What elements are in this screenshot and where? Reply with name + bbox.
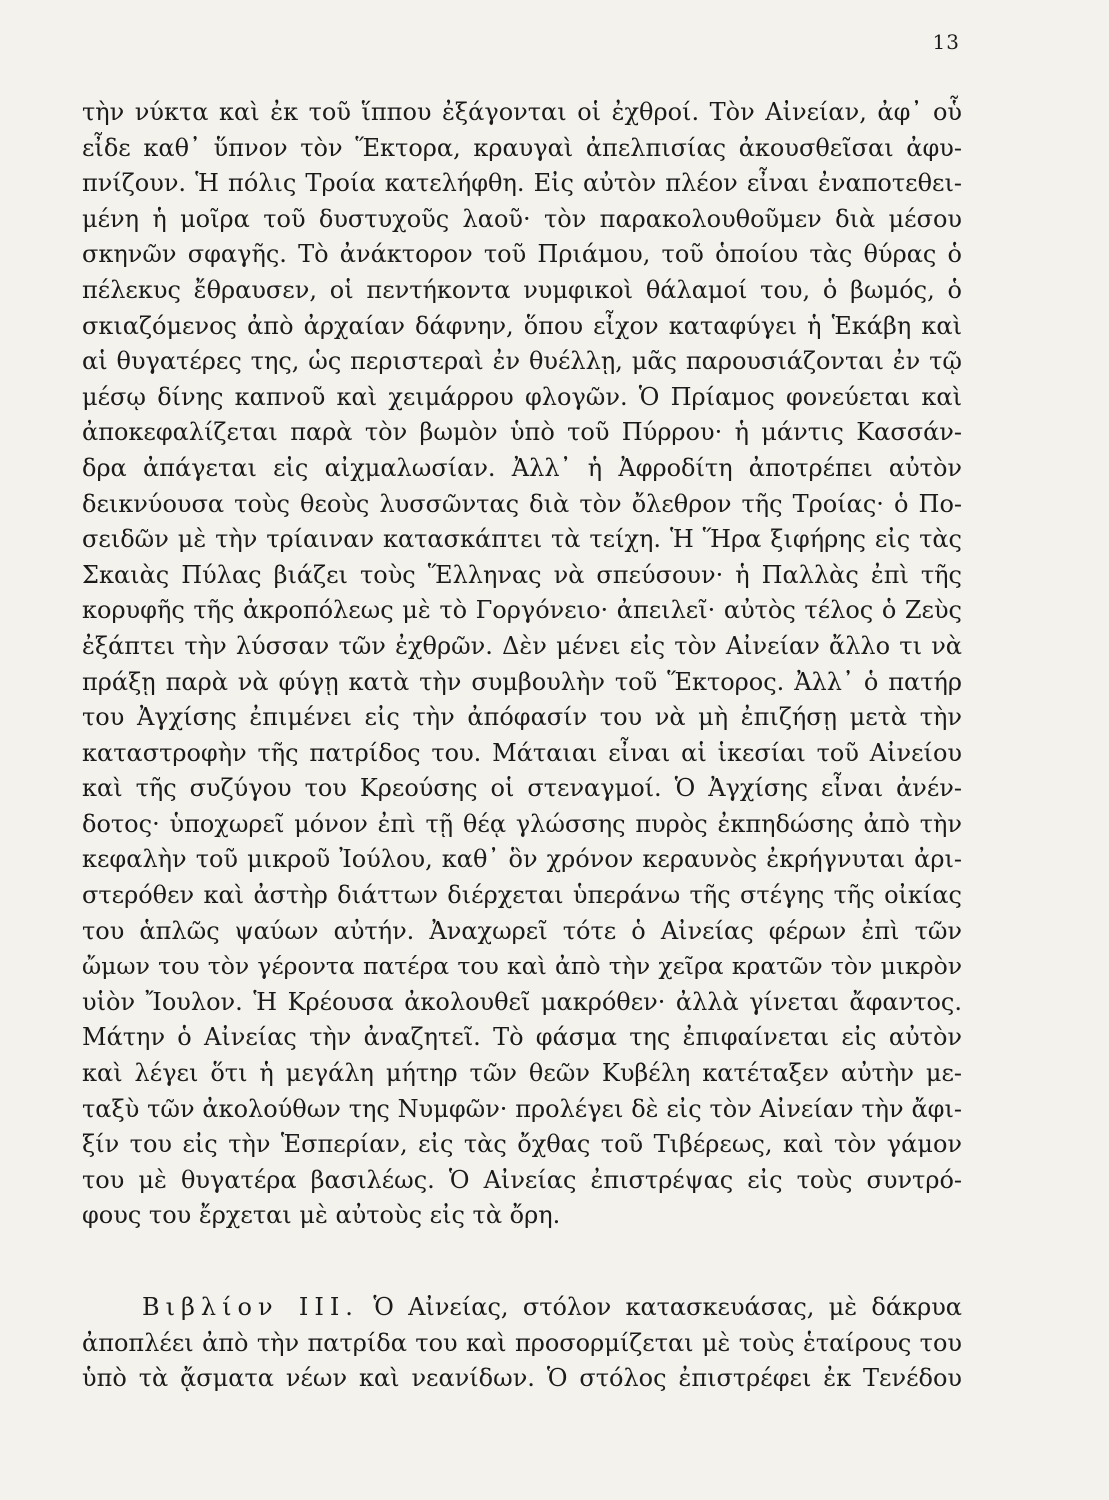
text-line: ταξὺ τῶν ἀκολούθων της Νυμφῶν· προλέγει δὲ εἰς τὸν Αἰνείαν τὴν ἄφι-	[82, 1094, 962, 1123]
text-line: κεφαλὴν τοῦ μικροῦ Ἰούλου, καθ᾽ ὃν χρόνον κεραυνὸς ἐκρήγνυται ἀρι-	[82, 845, 962, 874]
text-line: ἀποκεφαλίζεται παρὰ τὸν βωμὸν ὑπὸ τοῦ Πύρρου· ἡ μάντις Κασσάν-	[82, 418, 962, 447]
text-line-first	[82, 1290, 962, 1326]
text-line: ὑπὸ τὰ ᾄσματα νέων καὶ νεανίδων. Ὁ στόλος ἐπιστρέφει ἐκ Τενέδου	[82, 1364, 962, 1393]
paragraph-book-2-summary	[82, 95, 962, 1234]
text-line: του Ἀγχίσης ἐπιμένει εἰς τὴν ἀπόφασίν του νὰ μὴ ἐπιζήσῃ μετὰ τὴν	[82, 703, 962, 732]
text-line: σκιαζόμενος ἀπὸ ἀρχαίαν δάφνην, ὅπου εἶχον καταφύγει ἡ Ἑκάβη καὶ	[82, 311, 962, 340]
text-line: πράξῃ παρὰ νὰ φύγῃ κατὰ τὴν συμβουλὴν τοῦ Ἕκτορος. Ἀλλ᾽ ὁ πατήρ	[82, 667, 962, 696]
text-line: δεικνύουσα τοὺς θεοὺς λυσσῶντας διὰ τὸν ὄλεθρον τῆς Τροίας· ὁ Πο-	[82, 489, 962, 518]
book-label: Βιβλίον ΙΙΙ.	[142, 1293, 359, 1321]
text-line-rest: Ὁ Αἰνείας, στόλον κατασκευάσας, μὲ δάκρυα	[373, 1293, 962, 1321]
text-line: καταστροφὴν τῆς πατρίδος του. Μάταιαι εἶναι αἱ ἱκεσίαι τοῦ Αἰνείου	[82, 738, 962, 767]
text-line: αἱ θυγατέρες της, ὡς περιστεραὶ ἐν θυέλλῃ, μᾶς παρουσιάζονται ἐν τῷ	[82, 347, 962, 376]
text-line: ἐξάπτει τὴν λύσσαν τῶν ἐχθρῶν. Δὲν μένει εἰς τὸν Αἰνείαν ἄλλο τι νὰ	[82, 631, 962, 660]
text-line: πέλεκυς ἔθραυσεν, οἱ πεντήκοντα νυμφικοὶ θάλαμοί του, ὁ βωμός, ὁ	[82, 275, 962, 304]
text-line: ἀποπλέει ἀπὸ τὴν πατρίδα του καὶ προσορμίζεται μὲ τοὺς ἑταίρους του	[82, 1328, 962, 1357]
text-line: του μὲ θυγατέρα βασιλέως. Ὁ Αἰνείας ἐπιστρέψας εἰς τοὺς συντρό-	[82, 1165, 962, 1194]
text-line: μέσῳ δίνης καπνοῦ καὶ χειμάρρου φλογῶν. Ὁ Πρίαμος φονεύεται καὶ	[82, 382, 962, 411]
text-line: δοτος· ὑποχωρεῖ μόνον ἐπὶ τῇ θέᾳ γλώσσης πυρὸς ἐκπηδώσης ἀπὸ τὴν	[82, 809, 962, 838]
text-line: υἱὸν Ἴουλον. Ἡ Κρέουσα ἀκολουθεῖ μακρόθεν· ἀλλὰ γίνεται ἄφαντος.	[82, 987, 962, 1016]
text-line: φους του ἔρχεται μὲ αὐτοὺς εἰς τὰ ὄρη.	[82, 1201, 561, 1230]
text-line: τὴν νύκτα καὶ ἐκ τοῦ ἵππου ἐξάγονται οἱ ἐχθροί. Τὸν Αἰνείαν, ἀφ᾽ οὗ	[82, 98, 962, 126]
text-line: του ἁπλῶς ψαύων αὐτήν. Ἀναχωρεῖ τότε ὁ Αἰνείας φέρων ἐπὶ τῶν	[82, 916, 962, 945]
text-line: πνίζουν. Ἡ πόλις Τροία κατελήφθη. Εἰς αὐτὸν πλέον εἶναι ἐναποτεθει-	[82, 169, 962, 198]
text-line: ὤμων του τὸν γέροντα πατέρα του καὶ ἀπὸ τὴν χεῖρα κρατῶν τὸν μικρὸν	[82, 952, 962, 981]
text-line: εἶδε καθ᾽ ὕπνον τὸν Ἕκτορα, κραυγαὶ ἀπελπισίας ἀκουσθεῖσαι ἀφυ-	[82, 133, 962, 162]
text-line: μένη ἡ μοῖρα τοῦ δυστυχοῦς λαοῦ· τὸν παρακολουθοῦμεν διὰ μέσου	[82, 204, 962, 233]
text-line: στερόθεν καὶ ἀστὴρ διάττων διέρχεται ὑπεράνω τῆς στέγης τῆς οἰκίας	[82, 881, 962, 910]
text-line: ξίν του εἰς τὴν Ἑσπερίαν, εἰς τὰς ὄχθας τοῦ Τιβέρεως, καὶ τὸν γάμον	[82, 1130, 962, 1159]
text-line: κορυφῆς τῆς ἀκροπόλεως μὲ τὸ Γοργόνειο· ἀπειλεῖ· αὐτὸς τέλος ὁ Ζεὺς	[82, 596, 962, 625]
text-line: καὶ λέγει ὅτι ἡ μεγάλη μήτηρ τῶν θεῶν Κυβέλη κατέταξεν αὐτὴν με-	[82, 1059, 962, 1088]
paragraph-gap	[82, 1234, 962, 1290]
text-line: Σκαιὰς Πύλας βιάζει τοὺς Ἕλληνας νὰ σπεύσουν· ἡ Παλλὰς ἐπὶ τῆς	[82, 560, 962, 589]
text-line: δρα ἀπάγεται εἰς αἰχμαλωσίαν. Ἀλλ᾽ ἡ Ἀφροδίτη ἀποτρέπει αὐτὸν	[82, 453, 962, 482]
text-line: καὶ τῆς συζύγου του Κρεούσης οἱ στεναγμοί. Ὁ Ἀγχίσης εἶναι ἀνέν-	[82, 774, 962, 803]
page-number: 13	[932, 30, 960, 54]
text-line: σκηνῶν σφαγῆς. Τὸ ἀνάκτορον τοῦ Πριάμου, τοῦ ὁποίου τὰς θύρας ὁ	[82, 240, 962, 269]
text-line: Μάτην ὁ Αἰνείας τὴν ἀναζητεῖ. Τὸ φάσμα της ἐπιφαίνεται εἰς αὐτὸν	[82, 1023, 962, 1052]
text-line: σειδῶν μὲ τὴν τρίαιναν κατασκάπτει τὰ τείχη. Ἡ Ἥρα ξιφήρης εἰς τὰς	[82, 525, 962, 554]
paragraph-book-3-summary	[82, 1290, 962, 1397]
page-body	[82, 95, 962, 1397]
